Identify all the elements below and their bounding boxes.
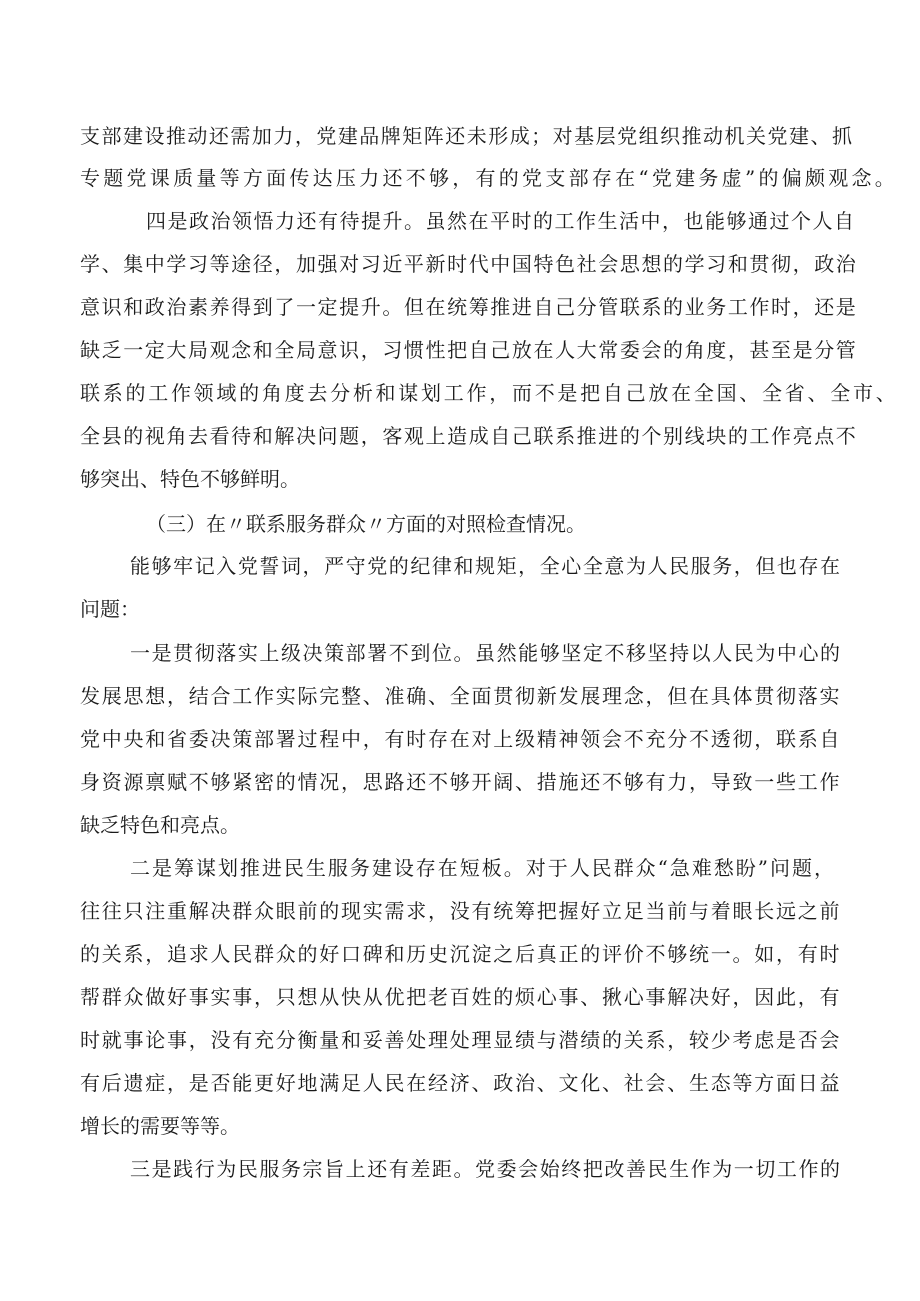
text-line: 的 关 系 ， 追 求 人 民 群 众 的 好 口 碑 和 历 史 沉 淀 之 后 真 正 的 评 价 不 够 统 一 。 如 ， 有 时 — [80, 942, 840, 966]
text-line: 全 县 的 视 角 去 看 待 和 解 决 问 题 ， 客 观 上 造 成 自 己 联 系 推 进 的 个 别 线 块 的 工 作 亮 点 不 — [80, 424, 856, 448]
text-line: 时 就 事 论 事 ， 没 有 充 分 衡 量 和 妥 善 处 理 处 理 显 绩 与 潜 绩 的 关 系 ， 较 少 考 虑 是 否 会 — [80, 1028, 840, 1052]
text-line: 缺 乏 一 定 大 局 观 念 和 全 局 意 识 ， 习 惯 性 把 自 己 放 在 人 大 常 委 会 的 角 度 ， 甚 至 是 分 管 — [80, 338, 856, 362]
text-line: 往 往 只 注 重 解 决 群 众 眼 前 的 现 实 需 求 ， 没 有 统 筹 把 握 好 立 足 当 前 与 着 眼 长 远 之 前 — [80, 899, 840, 923]
text-line: 帮 群 众 做 好 事 实 事 ， 只 想 从 快 从 优 把 老 百 姓 的 烦 心 事 、 揪 心 事 解 决 好 ， 因 此 ， 有 — [80, 985, 840, 1009]
text-line: 党 中 央 和 省 委 决 策 部 署 过 程 中 ， 有 时 存 在 对 上 级 精 神 领 会 不 充 分 不 透 彻 ， 联 系 自 — [80, 727, 840, 751]
text-line: 意 识 和 政 治 素 养 得 到 了 一 定 提 升 。 但 在 统 筹 推 进 自 己 分 管 联 系 的 业 务 工 作 时 ， 还 是 — [80, 295, 856, 319]
text-line: 四 是 政 治 领 悟 力 还 有 待 提 升 。 虽 然 在 平 时 的 工 作 生 活 中 ， 也 能 够 通 过 个 人 自 — [146, 209, 854, 233]
text-line: 专 题 党 课 质 量 等 方 面 传 达 压 力 还 不 够 ， 有 的 党 支 部 存 在 “ 党 建 务 虚 ” 的 偏 颇 观 念 。 — [80, 166, 895, 190]
text-line: 学 、 集 中 学 习 等 途 径 ， 加 强 对 习 近 平 新 时 代 中 国 特 色 社 会 思 想 的 学 习 和 贯 彻 ， 政 治 — [80, 252, 856, 276]
text-line: 够突出、特色不够鲜明。 — [80, 467, 300, 491]
text-line: 支 部 建 设 推 动 还 需 加 力 ， 党 建 品 牌 矩 阵 还 未 形 成 ； 对 基 层 党 组 织 推 动 机 关 党 建 、 抓 — [80, 124, 852, 148]
section-heading: （三）在〃联系服务群众〃方面的对照检查情况。 — [146, 512, 586, 536]
text-line: 身 资 源 禀 赋 不 够 紧 密 的 情 况 ， 思 路 还 不 够 开 阔 、 措 施 还 不 够 有 力 ， 导 致 一 些 工 作 — [80, 770, 840, 794]
text-line: 三 是 践 行 为 民 服 务 宗 旨 上 还 有 差 距 。 党 委 会 始 终 把 改 善 民 生 作 为 一 切 工 作 的 — [130, 1157, 840, 1181]
text-line: 联 系 的 工 作 领 域 的 角 度 去 分 析 和 谋 划 工 作 ， 而 不 是 把 自 己 放 在 全 国 、 全 省 、 全 市 、 — [80, 381, 896, 405]
text-line: 一 是 贯 彻 落 实 上 级 决 策 部 署 不 到 位 。 虽 然 能 够 坚 定 不 移 坚 持 以 人 民 为 中 心 的 — [130, 641, 840, 665]
text-line: 问题： — [80, 597, 140, 621]
text-line: 有 后 遗 症 ， 是 否 能 更 好 地 满 足 人 民 在 经 济 、 政 治 、 文 化 、 社 会 、 生 态 等 方 面 日 益 — [80, 1071, 840, 1095]
text-line: 能 够 牢 记 入 党 誓 词 ， 严 守 党 的 纪 律 和 规 矩 ， 全 心 全 意 为 人 民 服 务 ， 但 也 存 在 — [130, 554, 840, 578]
text-line: 二 是 筹 谋 划 推 进 民 生 服 务 建 设 存 在 短 板 。 对 于 人 民 群 众 “ 急 难 愁 盼 ” 问 题 ， — [130, 856, 834, 880]
text-line: 缺乏特色和亮点。 — [80, 813, 240, 837]
text-line: 发 展 思 想 ， 结 合 工 作 实 际 完 整 、 准 确 、 全 面 贯 彻 新 发 展 理 念 ， 但 在 具 体 贯 彻 落 实 — [80, 684, 840, 708]
text-line: 增长的需要等等。 — [80, 1114, 240, 1138]
